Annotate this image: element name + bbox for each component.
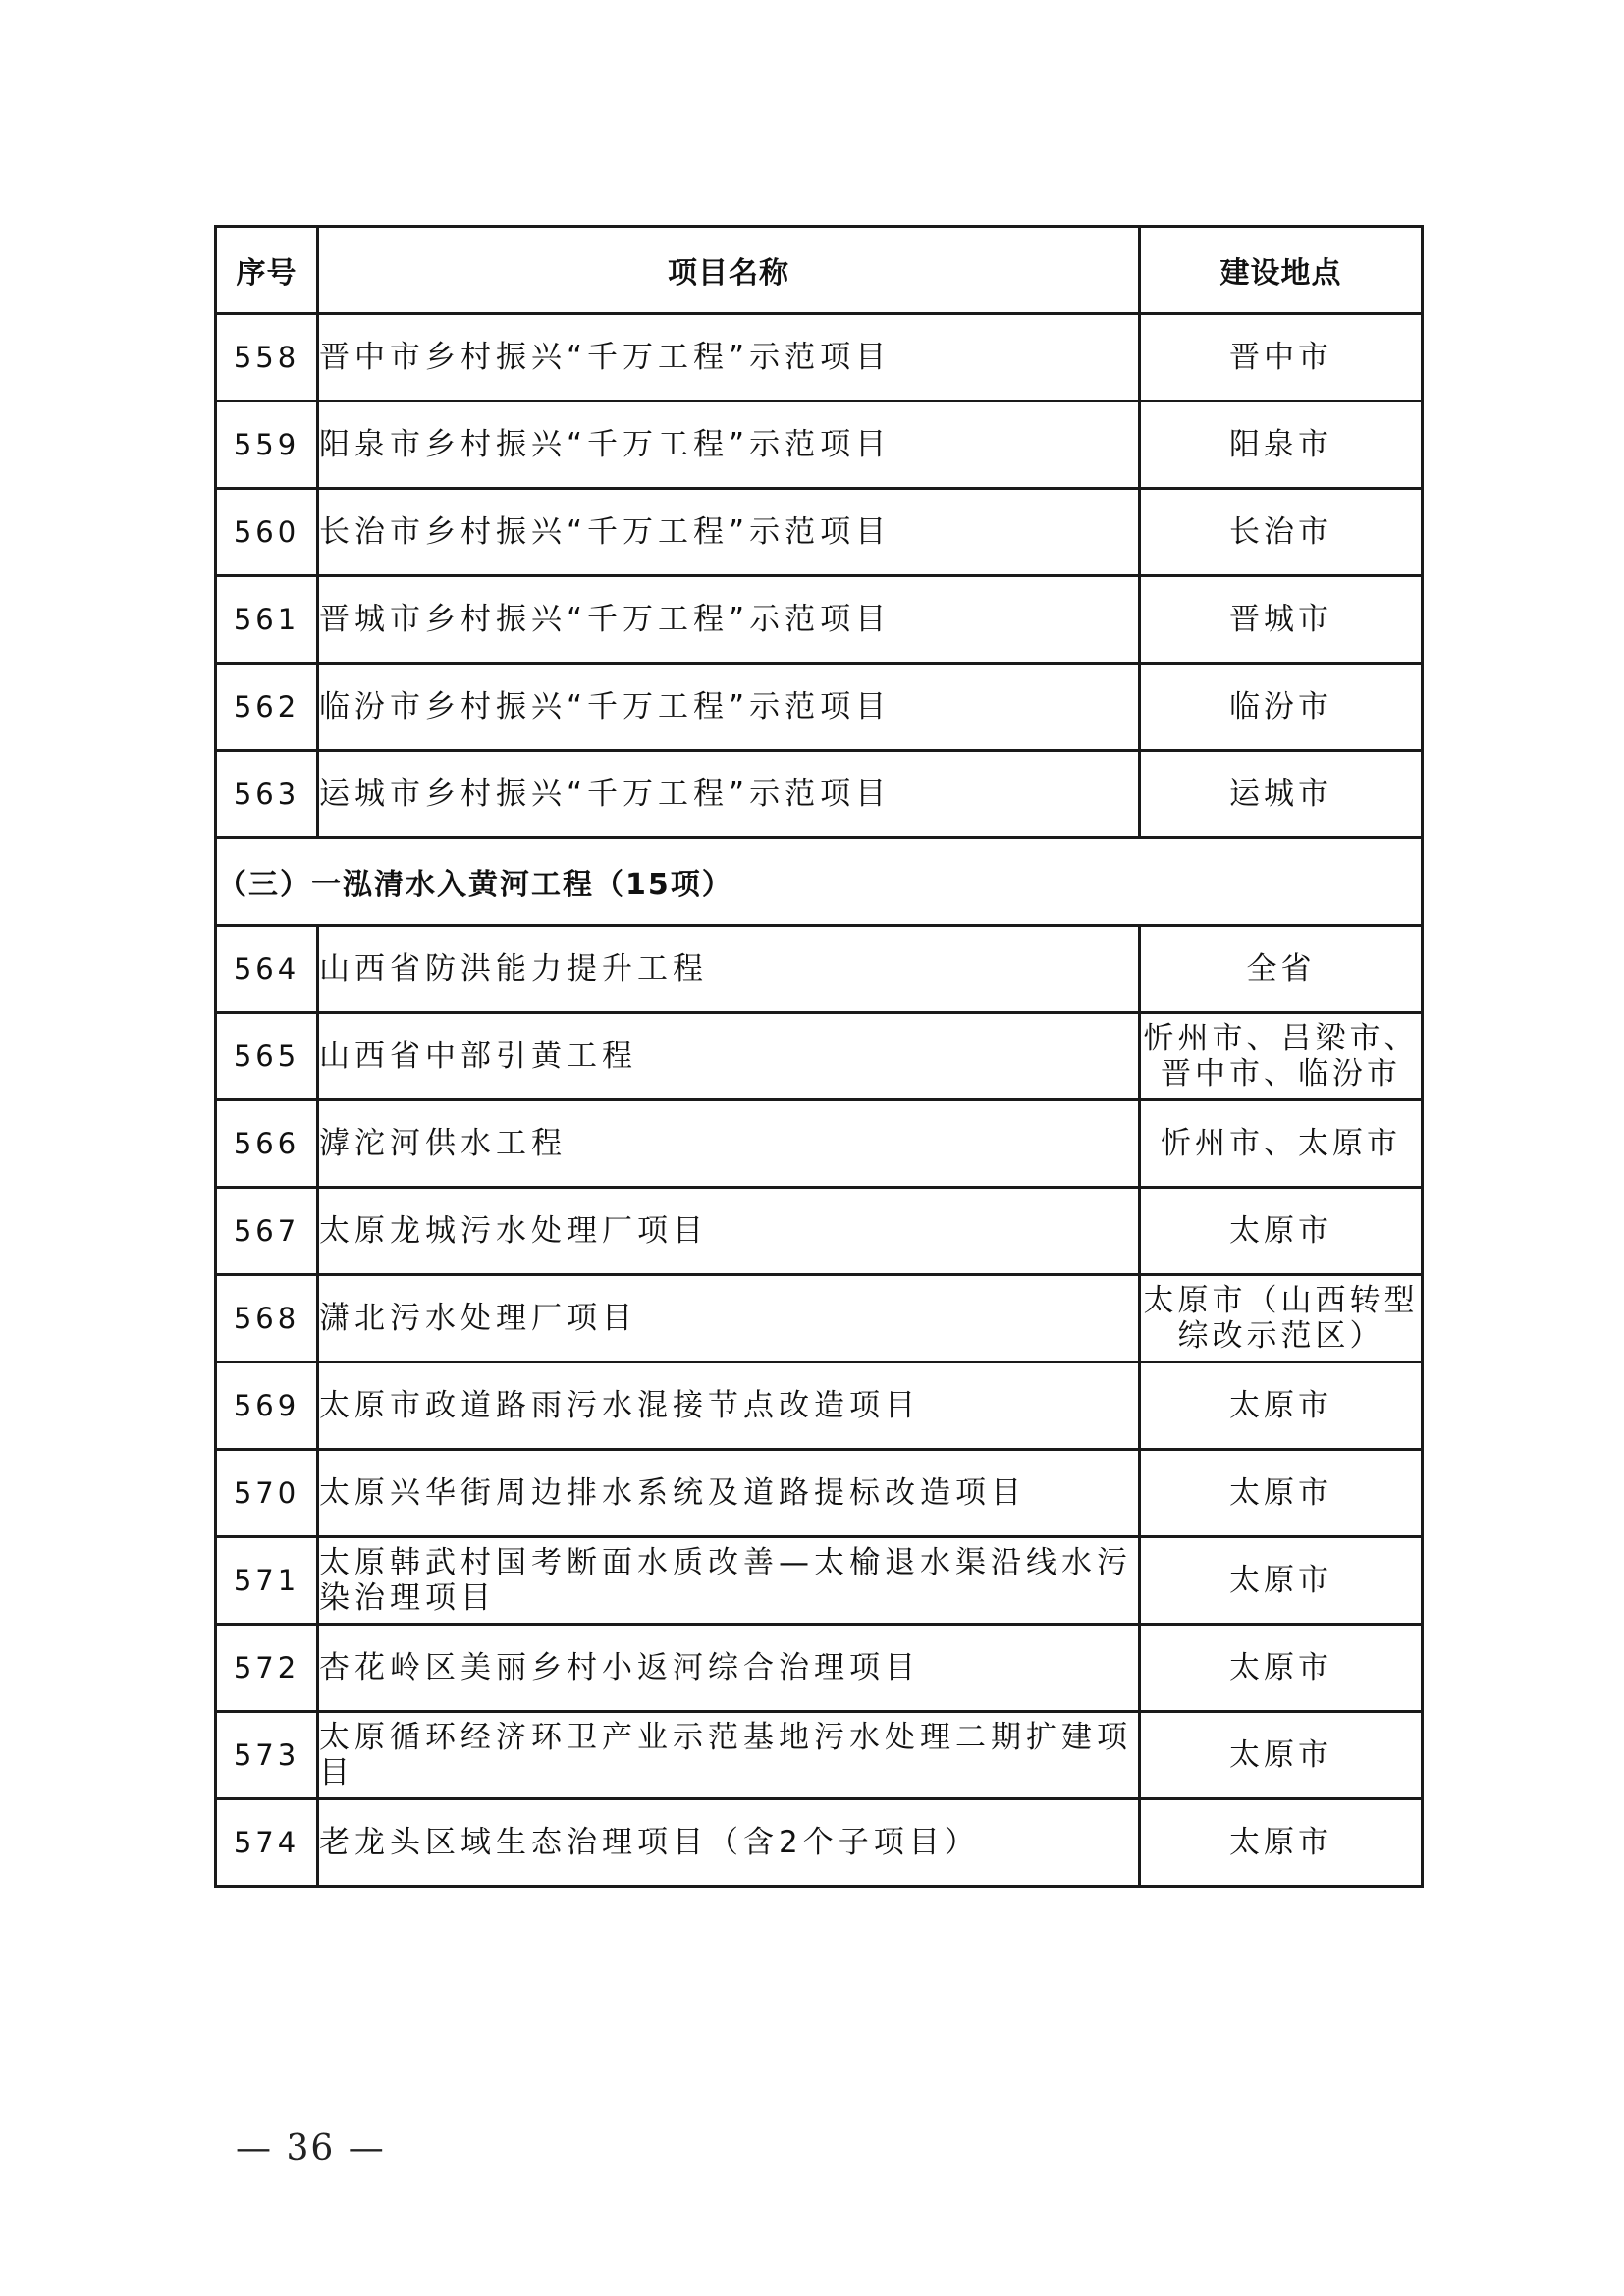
row-project-name: 太原龙城污水处理厂项目	[318, 1188, 1140, 1275]
row-project-name: 滹沱河供水工程	[318, 1100, 1140, 1188]
header-project-name: 项目名称	[318, 227, 1140, 314]
table-row	[216, 664, 1423, 751]
row-location: 忻州市、太原市	[1140, 1100, 1423, 1188]
row-location: 太原市	[1140, 1712, 1423, 1799]
table-row	[216, 1537, 1423, 1625]
row-serial-number: 569	[216, 1362, 318, 1450]
row-project-name: 晋城市乡村振兴“千万工程”示范项目	[318, 576, 1140, 664]
table-header-row	[216, 227, 1423, 314]
row-serial-number: 574	[216, 1799, 318, 1887]
row-project-name: 山西省防洪能力提升工程	[318, 926, 1140, 1013]
table-row	[216, 489, 1423, 576]
row-location: 太原市	[1140, 1450, 1423, 1537]
table-row	[216, 1450, 1423, 1537]
row-location: 运城市	[1140, 751, 1423, 838]
table-row	[216, 926, 1423, 1013]
table-row	[216, 401, 1423, 489]
row-serial-number: 564	[216, 926, 318, 1013]
row-serial-number: 559	[216, 401, 318, 489]
row-serial-number: 566	[216, 1100, 318, 1188]
table-row	[216, 1799, 1423, 1887]
table-row	[216, 1100, 1423, 1188]
row-project-name: 临汾市乡村振兴“千万工程”示范项目	[318, 664, 1140, 751]
row-location: 临汾市	[1140, 664, 1423, 751]
row-serial-number: 567	[216, 1188, 318, 1275]
row-location: 太原市（山西转型综改示范区）	[1140, 1275, 1423, 1362]
row-location: 太原市	[1140, 1537, 1423, 1625]
row-project-name: 晋中市乡村振兴“千万工程”示范项目	[318, 314, 1140, 401]
row-serial-number: 558	[216, 314, 318, 401]
table-row	[216, 314, 1423, 401]
header-location: 建设地点	[1140, 227, 1423, 314]
row-location: 阳泉市	[1140, 401, 1423, 489]
row-project-name: 运城市乡村振兴“千万工程”示范项目	[318, 751, 1140, 838]
row-location: 晋城市	[1140, 576, 1423, 664]
section-row	[216, 838, 1423, 926]
table-row	[216, 1275, 1423, 1362]
row-serial-number: 571	[216, 1537, 318, 1625]
row-project-name: 山西省中部引黄工程	[318, 1013, 1140, 1100]
row-location: 忻州市、吕梁市、晋中市、临汾市	[1140, 1013, 1423, 1100]
row-serial-number: 570	[216, 1450, 318, 1537]
row-project-name: 老龙头区域生态治理项目（含2个子项目）	[318, 1799, 1140, 1887]
row-serial-number: 572	[216, 1625, 318, 1712]
row-project-name: 潇北污水处理厂项目	[318, 1275, 1140, 1362]
row-location: 太原市	[1140, 1362, 1423, 1450]
project-table	[214, 225, 1424, 1888]
row-project-name: 太原兴华街周边排水系统及道路提标改造项目	[318, 1450, 1140, 1537]
row-location: 全省	[1140, 926, 1423, 1013]
header-serial-number: 序号	[216, 227, 318, 314]
row-serial-number: 561	[216, 576, 318, 664]
table-row	[216, 1625, 1423, 1712]
section-title: （三）一泓清水入黄河工程（15项）	[216, 838, 1423, 926]
row-project-name: 杏花岭区美丽乡村小返河综合治理项目	[318, 1625, 1140, 1712]
table-row	[216, 1013, 1423, 1100]
table-row	[216, 1362, 1423, 1450]
row-project-name: 太原韩武村国考断面水质改善—太榆退水渠沿线水污染治理项目	[318, 1537, 1140, 1625]
row-serial-number: 573	[216, 1712, 318, 1799]
row-location: 太原市	[1140, 1188, 1423, 1275]
row-location: 晋中市	[1140, 314, 1423, 401]
row-project-name: 长治市乡村振兴“千万工程”示范项目	[318, 489, 1140, 576]
row-serial-number: 560	[216, 489, 318, 576]
table-row	[216, 1712, 1423, 1799]
page-number: — 36 —	[236, 2128, 386, 2168]
row-location: 长治市	[1140, 489, 1423, 576]
table-row	[216, 1188, 1423, 1275]
table-row	[216, 751, 1423, 838]
row-serial-number: 568	[216, 1275, 318, 1362]
row-serial-number: 562	[216, 664, 318, 751]
table-row	[216, 576, 1423, 664]
row-project-name: 太原循环经济环卫产业示范基地污水处理二期扩建项目	[318, 1712, 1140, 1799]
row-location: 太原市	[1140, 1799, 1423, 1887]
row-location: 太原市	[1140, 1625, 1423, 1712]
row-serial-number: 565	[216, 1013, 318, 1100]
row-serial-number: 563	[216, 751, 318, 838]
row-project-name: 阳泉市乡村振兴“千万工程”示范项目	[318, 401, 1140, 489]
row-project-name: 太原市政道路雨污水混接节点改造项目	[318, 1362, 1140, 1450]
